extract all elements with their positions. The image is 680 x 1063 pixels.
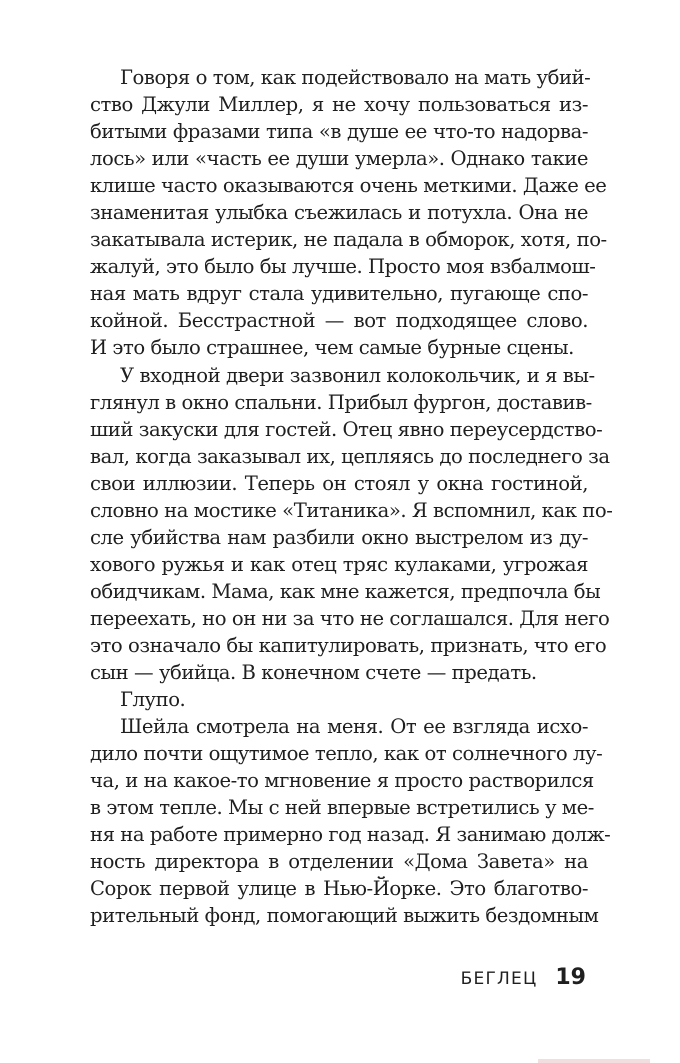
- text-line: У входной двери зазвонил колокольчик, и я вы-: [120, 363, 595, 387]
- text-line: сын — убийца. В конечном счете — предать.: [90, 661, 537, 685]
- text-line: жалуй, это было бы лучше. Просто моя взбалмош-: [90, 255, 596, 279]
- text-line: ство Джули Миллер, я не хочу пользоваться из-: [90, 93, 588, 117]
- text-line: хового ружья и как отец тряс кулаками, угрожая: [90, 552, 588, 576]
- page-footer: [461, 965, 586, 995]
- text-line: ность директора в отделении «Дома Завета» на: [90, 850, 588, 874]
- text-line: это означало бы капитулировать, признать, что его: [90, 633, 607, 657]
- text-line: Говоря о том, как подействовало на мать убий-: [120, 66, 591, 89]
- text-line: лось» или «часть ее души умерла». Однако такие: [90, 147, 588, 171]
- text-line: сле убийства нам разбили окно выстрелом из ду-: [90, 525, 588, 549]
- text-line: ший закуски для гостей. Отец явно переусердство-: [90, 417, 603, 441]
- text-line: ная мать вдруг стала удивительно, пугающе спо-: [90, 282, 588, 306]
- text-line: в этом тепле. Мы с ней впервые встретились у ме-: [90, 796, 594, 820]
- text-line: Шейла смотрела на меня. От ее взгляда исхо-: [120, 715, 588, 739]
- text-line: переехать, но он ни за что не соглашался. Для него: [90, 606, 610, 630]
- text-line: словно на мостике «Титаника». Я вспомнил, как по-: [90, 498, 613, 522]
- text-line: глянул в окно спальни. Прибыл фургон, доставив-: [90, 390, 592, 414]
- text-line: клише часто оказываются очень меткими. Даже ее: [90, 174, 607, 198]
- text-line: рительный фонд, помогающий выжить бездомным: [90, 904, 599, 928]
- text-line: закатывала истерик, не падала в обморок, хотя, по-: [90, 228, 607, 252]
- text-line: И это было страшнее, чем самые бурные сцены.: [90, 336, 574, 360]
- text-line: знаменитая улыбка съежилась и потухла. Она не: [90, 201, 588, 225]
- text-line: свои иллюзии. Теперь он стоял у окна гостиной,: [90, 471, 588, 495]
- text-line: койной. Бесстрастной — вот подходящее слово.: [90, 309, 588, 333]
- text-line: дило почти ощутимое тепло, как от солнечного лу-: [90, 742, 603, 766]
- text-line: битыми фразами типа «в душе ее что-то надорва-: [90, 120, 588, 144]
- page-edge-mark: [538, 1059, 650, 1063]
- page-number: 19: [555, 965, 586, 990]
- text-line: Сорок первой улице в Нью-Йорке. Это благотво-: [90, 877, 588, 901]
- text-line: ня на работе примерно год назад. Я занимаю долж-: [90, 823, 611, 847]
- body-text: [90, 64, 613, 930]
- text-line: вал, когда заказывал их, цепляясь до последнего за: [90, 444, 610, 468]
- text-line: ча, и на какое-то мгновение я просто растворился: [90, 769, 594, 793]
- text-line: Глупо.: [120, 688, 186, 712]
- text-line: обидчикам. Мама, как мне кажется, предпочла бы: [90, 579, 601, 603]
- running-title: БЕГЛЕЦ: [460, 969, 538, 989]
